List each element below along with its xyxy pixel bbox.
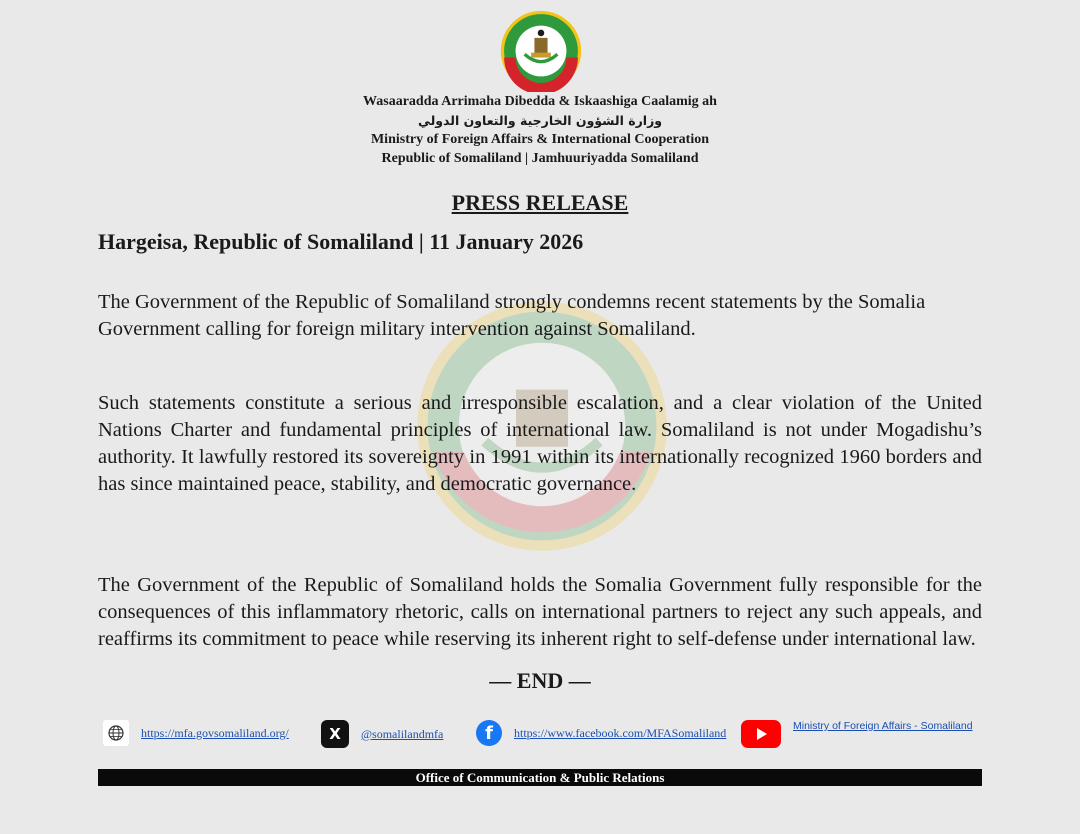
facebook-link[interactable]: https://www.facebook.com/MFASomaliland: [514, 725, 727, 740]
youtube-link[interactable]: Ministry of Foreign Affairs - Somaliland: [793, 720, 973, 732]
ministry-seal-logo: [500, 10, 582, 92]
facebook-icon: f: [476, 720, 502, 746]
globe-icon: [103, 720, 129, 746]
contact-website: [103, 720, 289, 746]
contact-facebook: [476, 720, 726, 746]
paragraph-2: Such statements constitute a serious and irresponsible escalation, and a clear violation of the United Nations Charter and fundamental principles of international law. Somaliland is not under Mogadishu’s authority. It lawfully restored its sovereignty in 1991 within its internationally recognized 1960 borders and has since maintained peace, stability, and democratic governance.: [98, 391, 982, 495]
paragraph-3: The Government of the Republic of Somaliland holds the Somalia Government fully responsible for the consequences of this inflammatory rhetoric, calls on international partners to reject any such appeals, and reaffirms its commitment to peace while reserving its inherent right to self-defense under international law.: [98, 573, 982, 650]
website-link[interactable]: https://mfa.govsomaliland.org/: [141, 725, 289, 740]
paragraph-1: The Government of the Republic of Somaliland strongly condemns recent statements by the Somalia Government calling for foreign military intervention against Somaliland.: [98, 290, 926, 340]
youtube-icon: [741, 720, 781, 748]
footer-bar: Office of Communication & Public Relations: [98, 769, 982, 786]
contact-youtube: [741, 720, 973, 748]
dateline: Hargeisa, Republic of Somaliland | 11 January 2026: [98, 229, 584, 254]
header-somali: Wasaaradda Arrimaha Dibedda & Iskaashiga Caalamig ah: [363, 94, 717, 109]
x-link[interactable]: @somalilandmfa: [361, 726, 444, 741]
ministry-header: [0, 92, 1080, 168]
contact-x: [321, 720, 443, 748]
press-release-title: PRESS RELEASE: [451, 190, 629, 215]
header-english: Ministry of Foreign Affairs & International Cooperation: [370, 132, 710, 147]
header-arabic: وزارة الشؤون الخارجية والتعاون الدولي: [417, 113, 663, 128]
end-mark: — END —: [489, 668, 591, 693]
x-icon: X: [321, 720, 349, 748]
header-republic: Republic of Somaliland | Jamhuuriyadda Somaliland: [381, 151, 699, 166]
